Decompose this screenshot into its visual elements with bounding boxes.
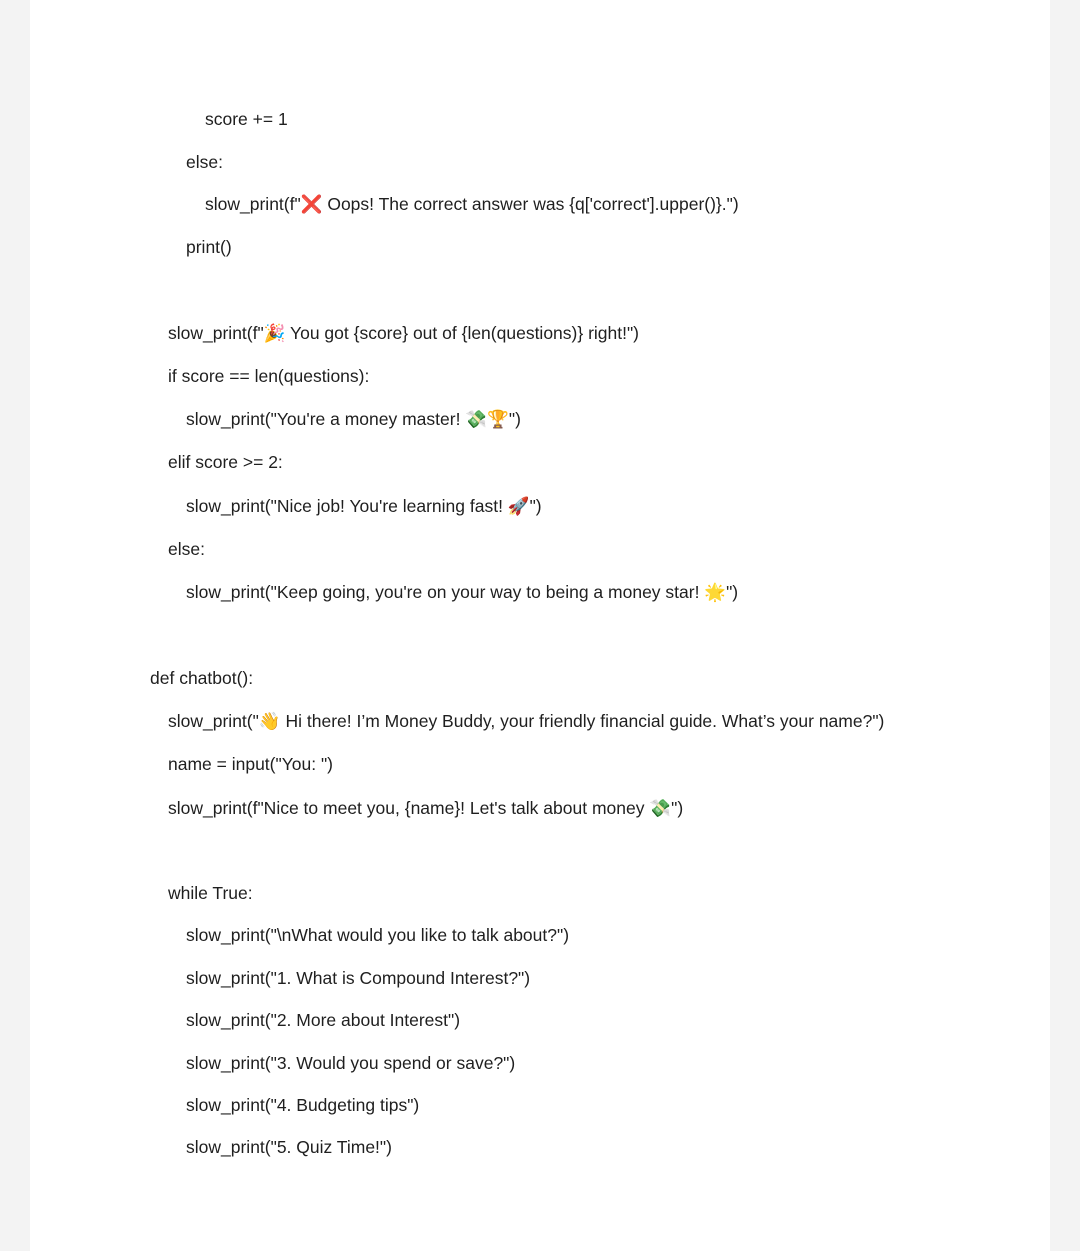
- code-line: slow_print("Keep going, you're on your way to being a money star! 🌟"): [186, 582, 739, 602]
- code-line: name = input("You: "): [168, 754, 334, 774]
- code-line: slow_print("3. Would you spend or save?"): [186, 1053, 516, 1073]
- code-line: slow_print("1. What is Compound Interest?"): [186, 968, 531, 988]
- code-line: def chatbot():: [150, 668, 254, 688]
- code-line: print(): [186, 237, 232, 257]
- code-line: slow_print("You're a money master! 💸🏆"): [186, 409, 521, 429]
- code-line: slow_print(f"❌ Oops! The correct answer was {q['correct'].upper()}."): [205, 194, 739, 214]
- document-page: [30, 0, 1050, 1251]
- code-line: slow_print("4. Budgeting tips"): [186, 1095, 420, 1115]
- code-line: slow_print(f"🎉 You got {score} out of {len(questions)} right!"): [168, 323, 640, 343]
- code-line: elif score >= 2:: [168, 452, 283, 472]
- code-line: slow_print("Nice job! You're learning fast! 🚀"): [186, 496, 542, 516]
- code-line: while True:: [168, 883, 253, 903]
- code-line: slow_print(f"Nice to meet you, {name}! Let's talk about money 💸"): [168, 798, 684, 818]
- code-line: else:: [168, 539, 205, 559]
- code-line: slow_print("5. Quiz Time!"): [186, 1137, 392, 1157]
- code-line: score += 1: [205, 109, 288, 129]
- code-line: slow_print("2. More about Interest"): [186, 1010, 461, 1030]
- code-line: else:: [186, 152, 223, 172]
- code-line: slow_print("\nWhat would you like to talk about?"): [186, 925, 570, 945]
- code-line: slow_print("👋 Hi there! I’m Money Buddy, your friendly financial guide. What’s your name?"): [168, 711, 885, 731]
- code-line: if score == len(questions):: [168, 366, 370, 386]
